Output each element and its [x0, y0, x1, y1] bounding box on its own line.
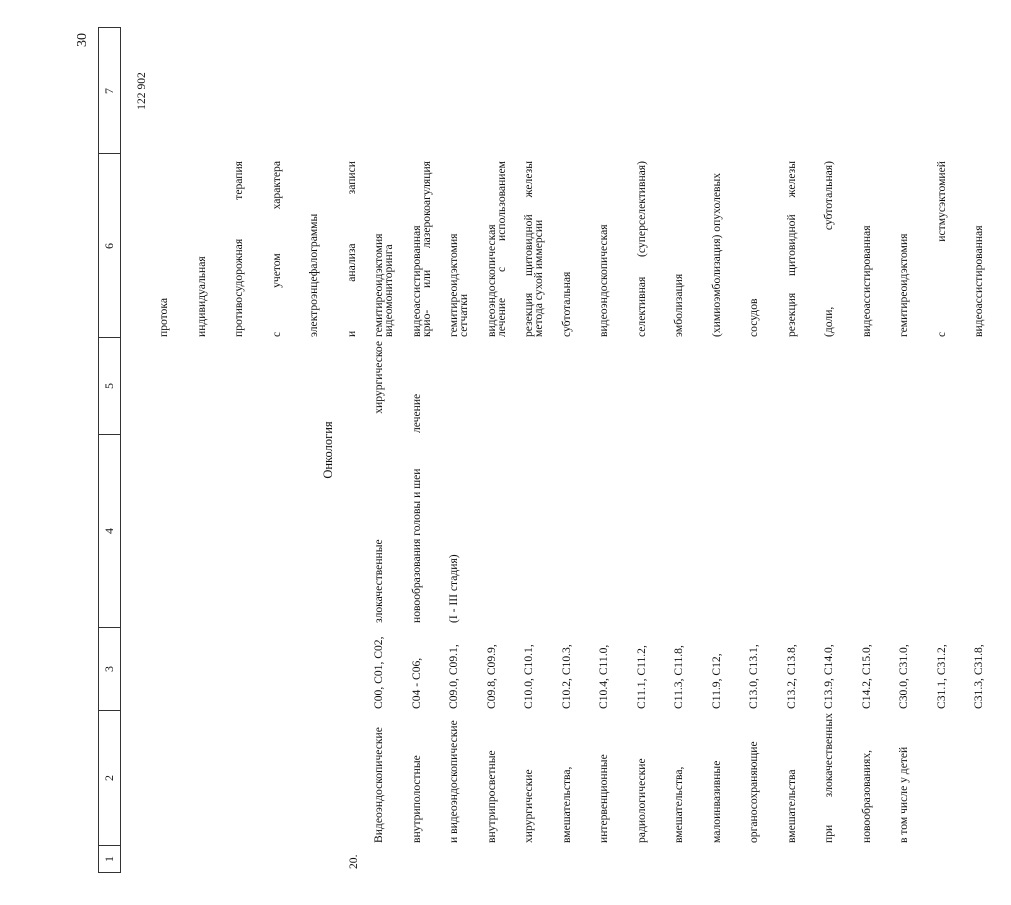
- icd-code-line: C31.1, C31.2,: [934, 644, 948, 709]
- header-divider: [98, 434, 120, 435]
- procedure-description: [348, 713, 936, 843]
- text-line: [936, 161, 949, 337]
- section-title: Онкология: [321, 421, 335, 479]
- header-divider: [98, 710, 120, 711]
- text-line: вмешательства,: [672, 766, 685, 843]
- text-line: малоинвазивные: [709, 760, 723, 843]
- word: терапия: [232, 161, 245, 200]
- icd-codes: [348, 625, 1011, 709]
- icd-code-line: C30.0, C31.0,: [897, 644, 910, 709]
- icd-code-line: C31.3, C31.8,: [972, 644, 985, 709]
- word: и: [344, 330, 358, 337]
- text-line: вмешательства: [784, 769, 798, 843]
- text-line: внутрипросветные: [484, 750, 498, 843]
- text-line: видеоэндоскопическая: [484, 224, 498, 337]
- icd-code-line: C13.2, C13.8,: [784, 644, 798, 709]
- text-line: внутриполостные: [409, 755, 423, 843]
- word: железы: [784, 161, 798, 198]
- text-line: [823, 161, 836, 337]
- text-line: в том числе у детей: [897, 746, 910, 843]
- text-line: [636, 161, 649, 337]
- text-line: Видеоэндоскопические: [372, 727, 385, 843]
- header-divider: [98, 337, 120, 338]
- icd-code-line: C09.0, C09.1,: [447, 644, 460, 709]
- text-line: хирургические: [522, 769, 535, 843]
- icd-code-line: C09.8, C09.9,: [484, 644, 498, 709]
- word: крио-: [419, 309, 433, 337]
- text-line: и видеоэндоскопические: [447, 720, 460, 843]
- text-line: метода сухой иммерсии: [532, 219, 545, 337]
- text-line: интервенционные: [597, 754, 610, 843]
- text-line: [823, 713, 836, 843]
- header-bottom-rule: [120, 27, 121, 873]
- page-number: 30: [75, 33, 90, 47]
- text-line: сетчатки: [457, 293, 470, 337]
- column-number: 6: [102, 243, 116, 249]
- icd-code-line: C10.2, C10.3,: [559, 644, 573, 709]
- text-line: вмешательства,: [559, 766, 573, 843]
- word: щитовидной: [522, 214, 535, 276]
- word: с: [269, 331, 283, 337]
- text-line: новообразованиях,: [859, 749, 873, 843]
- column-number: 5: [102, 383, 116, 389]
- word: характера: [269, 161, 283, 210]
- text-line: [786, 161, 799, 337]
- column-number: 2: [102, 775, 116, 781]
- text-line: злокачественные: [372, 539, 385, 623]
- text-line: индивидуальная: [194, 256, 208, 337]
- text-line: гемитиреоидэктомия: [897, 233, 910, 337]
- icd-code-line: C11.9, C12,: [709, 653, 723, 709]
- header-divider: [98, 845, 120, 846]
- word: истмусэктомией: [934, 161, 948, 242]
- icd-code-line: C11.3, C11.8,: [672, 645, 685, 709]
- text-line: эмболизация: [672, 273, 685, 337]
- column-number: 7: [102, 88, 116, 94]
- word: с: [494, 266, 508, 272]
- text-line: гемитиреоидэктомия: [372, 233, 385, 337]
- text-line: видеоассистированная: [972, 225, 985, 337]
- word: анализа: [344, 243, 358, 282]
- word: или: [419, 269, 433, 289]
- header-divider: [98, 627, 120, 628]
- word: железы: [522, 161, 535, 198]
- word: злокачественных: [822, 713, 835, 798]
- word: с: [934, 331, 948, 337]
- cost-value: 122 902: [135, 72, 148, 110]
- text-line: [523, 161, 536, 337]
- word: резекция: [522, 292, 535, 337]
- word: учетом: [269, 253, 283, 288]
- word: при: [822, 824, 835, 843]
- word: (суперселективная): [634, 161, 648, 257]
- text-line: электроэнцефалограммы: [307, 213, 320, 337]
- text-line: органосохраняющие: [747, 741, 760, 843]
- disease-model: [348, 437, 486, 623]
- word: записи: [344, 161, 358, 195]
- text-line: хирургическое: [372, 341, 385, 414]
- header-divider: [98, 872, 120, 873]
- row-number: 20.: [347, 854, 360, 869]
- word: (доли,: [822, 306, 835, 337]
- word: лазерокоагуляция: [419, 161, 433, 249]
- text-line: протока: [157, 298, 170, 337]
- text-line: (I - III стадия): [447, 554, 460, 623]
- icd-code-line: C00, C01, C02,: [372, 636, 385, 709]
- icd-code-line: C10.0, C10.1,: [522, 644, 535, 709]
- text-line: (химиоэмболизация) опухолевых: [709, 172, 723, 337]
- word: резекция: [784, 292, 798, 337]
- icd-code-line: C13.9, C14.0,: [822, 644, 835, 709]
- text-line: субтотальная: [559, 271, 573, 337]
- text-line: видеоассистированная: [859, 225, 873, 337]
- text-line: [271, 161, 284, 337]
- icd-code-line: C11.1, C11.2,: [634, 645, 648, 709]
- treatment-methods: [344, 161, 1011, 337]
- text-line: видеоассистированная: [409, 225, 423, 337]
- header-divider: [98, 153, 120, 154]
- text-line: видеомониторинга: [382, 244, 395, 337]
- word: селективная: [634, 276, 648, 337]
- column-number: 1: [102, 856, 116, 862]
- word: противосудорожная: [232, 238, 245, 337]
- text-line: радиологические: [634, 758, 648, 843]
- rotated-table-sheet: [98, 27, 985, 873]
- column-number: 4: [102, 528, 116, 534]
- column-number: 3: [102, 666, 116, 672]
- header-divider: [98, 27, 120, 28]
- icd-code-line: C04 - C06,: [409, 657, 423, 709]
- word: субтотальная): [822, 161, 835, 231]
- word: использованием: [494, 161, 508, 241]
- icd-code-line: C10.4, C11.0,: [597, 644, 610, 709]
- icd-code-line: C14.2, C15.0,: [859, 644, 873, 709]
- text-line: сосудов: [747, 298, 760, 337]
- text-line: лечение: [409, 393, 423, 433]
- text-line: гемитиреоидэктомия: [447, 233, 460, 337]
- text-line: видеоэндоскопическая: [597, 224, 610, 337]
- word: щитовидной: [784, 214, 798, 276]
- word: лечение: [494, 297, 508, 337]
- treatment-type: [348, 341, 448, 433]
- text-line: новообразования головы и шеи: [409, 468, 423, 623]
- icd-code-line: C13.0, C13.1,: [747, 644, 760, 709]
- table-header-row: [98, 27, 120, 873]
- text-line: [233, 161, 246, 337]
